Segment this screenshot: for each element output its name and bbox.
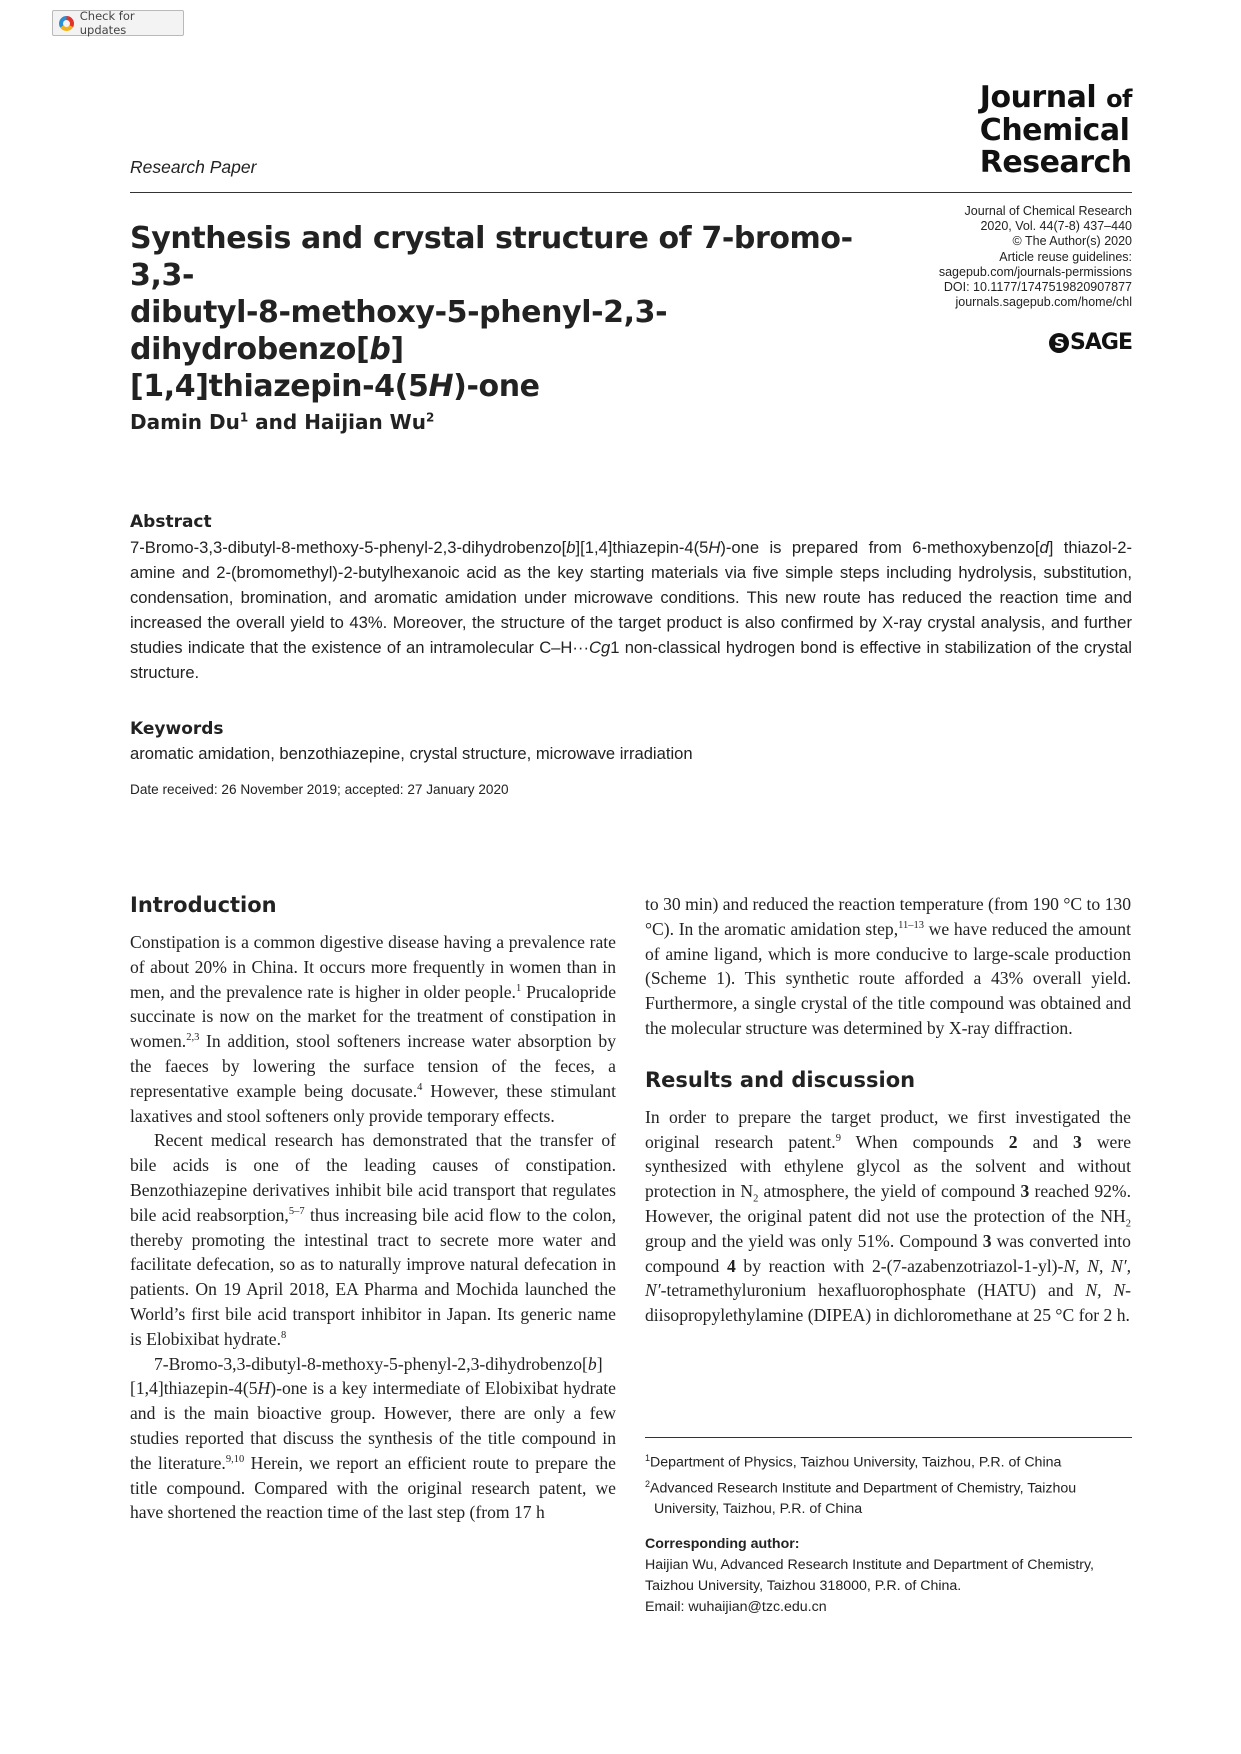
results-paragraph: In order to prepare the target product, we first investigated the original research patent.$^9$ When compounds 2 and 3 were synthesized with ethylene glycol as the solvent and without protection in $N_2$ atmosphere, the yield of compound 3 reached 92%. However, the original patent did not use the protection of the $NH_2$ group and the yield was only 51%. Compound 3 was converted into compound 4 by reaction with 2-(7-azabenzotriazol-1-yl)-N, N, N′, N′-tetramethyluronium hexafluorophosphate (HATU) and N, N-diisopropylethylamine (DIPEA) in dichloromethane at 25 °C for 2 h.	[645, 1106, 1131, 1326]
title-line2a: dibutyl-8-methoxy-5-phenyl-2,3-dihydrobenzo[	[130, 295, 668, 367]
journal-logo-line2: Chemical	[979, 113, 1130, 148]
keywords-text: aromatic amidation, benzothiazepine, crystal structure, microwave irradiation	[130, 744, 693, 763]
affiliation-1: $^1$Department of Physics, Taizhou University, Taizhou, P.R. of China	[645, 1453, 1062, 1471]
abstract-text: 7-Bromo-3,3-dibutyl-8-methoxy-5-phenyl-2,3-dihydrobenzo[b][1,4]thiazepin-4(5H)-one is prepared from 6-methoxybenzo[d] thiazol-2-amine and 2-(bromomethyl)-2-butylhexanoic acid as the key starting materials via five simple steps including hydrolysis, substitution, condensation, bromination, and aromatic amidation under microwave conditions. This new route has reduced the reaction time and increased the overall yield to 43%. Moreover, the structure of the target product is also confirmed by X-ray crystal analysis, and further studies indicate that the existence of an intramolecular C–H···Cg1 non-classical hydrogen bond is effective in stabilization of the crystal structure.	[130, 538, 1132, 682]
title-line3a: [1,4]thiazepin-4(5	[130, 369, 429, 404]
results-heading: Results and discussion	[645, 1067, 916, 1092]
intro-paragraph: Recent medical research has demonstrated that the transfer of bile acids is one of the leading causes of constipation. Benzothiazepine derivatives inhibit bile acid transport that regulates bile acid reabsorption,$^{5-7}$ thus increasing bile acid flow to the colon, thereby promoting the intestinal tract to secrete more water and facilitate defecation, so as to naturally improve natural defecation in patients. On 19 April 2018, EA Pharma and Mochida launched the World’s first bile acid transport inhibitor in Japan. Its generic name is Elobixibat hydrate.$^8$	[130, 1130, 616, 1349]
corresponding-author-email[interactable]: Email: wuhaijian@tzc.edu.cn	[645, 1599, 827, 1616]
footnote-rule	[645, 1437, 1132, 1438]
journal-logo	[980, 82, 1132, 179]
author-affiliation-marker: 2	[425, 410, 435, 425]
meta-permissions-link[interactable]: sagepub.com/journals-permissions	[938, 264, 1132, 279]
intro-paragraph: 7-Bromo-3,3-dibutyl-8-methoxy-5-phenyl-2,3-dihydrobenzo[b][1,4]thiazepin-4(5H)-one is a key intermediate of Elobixibat hydrate and is the main bioactive group. However, there are only a few studies reported that discuss the synthesis of the title compound in the literature.$^{9,10}$ Herein, we report an efficient route to prepare the title compound. Compared with the original research patent, we have shortened the reaction time of the last step (from 17 h	[130, 1353, 616, 1523]
authors	[130, 410, 434, 434]
title-line2c: ]	[390, 332, 404, 367]
check-for-updates-button[interactable]	[52, 10, 184, 36]
section-label: Research Paper	[130, 157, 257, 177]
author-conjunction: and	[248, 410, 305, 434]
meta-journal: Journal of Chemical Research	[964, 204, 1132, 218]
corresponding-author-line: Haijian Wu, Advanced Research Institute and Department of Chemistry,	[645, 1557, 1094, 1574]
journal-logo-line3: Research	[979, 145, 1132, 180]
meta-reuse: Article reuse guidelines:	[999, 249, 1132, 264]
header-rule	[130, 192, 1132, 193]
author-name: Haijian Wu	[304, 410, 426, 434]
article-meta	[872, 204, 1132, 310]
right-column	[645, 892, 1131, 1328]
crossmark-icon	[59, 16, 74, 31]
sage-logo	[1049, 330, 1132, 355]
meta-copyright: © The Author(s) 2020	[1012, 234, 1132, 249]
publisher-name: SAGE	[1070, 330, 1132, 355]
article-title	[130, 220, 910, 405]
intro-paragraph: Constipation is a common digestive disease having a prevalence rate of about 20% in China. It occurs more frequently in women than in men, and the prevalence rate is higher in older people.$^1$ Prucalopride succinate is now on the market for the treatment of constipation in women.$^{2,3}$ In addition, stool softeners increase water absorption by the faeces by lowering the surface tension of the feces, a representative example being docusate.$^4$ However, these stimulant laxatives and stool softeners only provide temporary effects.	[130, 932, 617, 1126]
meta-volume: 2020, Vol. 44(7-8) 437–440	[980, 219, 1132, 234]
title-line2b: b	[369, 332, 391, 367]
author-name: Damin Du	[130, 410, 240, 434]
abstract-heading: Abstract	[130, 512, 212, 532]
corresponding-author-line: Taizhou University, Taizhou 318000, P.R. of China.	[645, 1578, 962, 1595]
footnotes	[645, 1448, 1132, 1618]
journal-logo-line1: Journal	[979, 80, 1097, 115]
author-affiliation-marker: 1	[239, 410, 249, 425]
check-for-updates-label: Check for updates	[79, 9, 135, 37]
title-line3b: H	[428, 369, 454, 404]
affiliation-2-cont: University, Taizhou, P.R. of China	[654, 1501, 863, 1518]
meta-doi[interactable]: DOI: 10.1177/1747519820907877	[943, 280, 1132, 295]
title-line1: Synthesis and crystal structure of 7-bromo-3,3-	[130, 221, 853, 293]
meta-homepage-link[interactable]: journals.sagepub.com/home/chl	[955, 295, 1132, 310]
affiliation-2: $^2$Advanced Research Institute and Department of Chemistry, Taizhou	[645, 1478, 1077, 1497]
introduction-heading: Introduction	[130, 893, 277, 917]
intro-continuation: to 30 min) and reduced the reaction temperature (from 190 °C to 130 °C). In the aromatic amidation step,$^{11-13}$ we have reduced the amount of amine ligand, which is more conducive to large-scale production (Scheme 1). This synthetic route afforded a 43% overall yield. Furthermore, a single crystal of the title compound was obtained and the molecular structure was determined by X-ray diffraction.	[645, 894, 1131, 1038]
sage-s-icon: S	[1049, 333, 1069, 353]
left-column	[130, 892, 616, 1525]
keywords-heading: Keywords	[130, 719, 224, 739]
corresponding-author-heading: Corresponding author:	[645, 1536, 800, 1553]
journal-logo-of: of	[1106, 85, 1132, 113]
title-line3c: )-one	[453, 369, 540, 404]
dates: Date received: 26 November 2019; accepted: 27 January 2020	[130, 782, 509, 797]
